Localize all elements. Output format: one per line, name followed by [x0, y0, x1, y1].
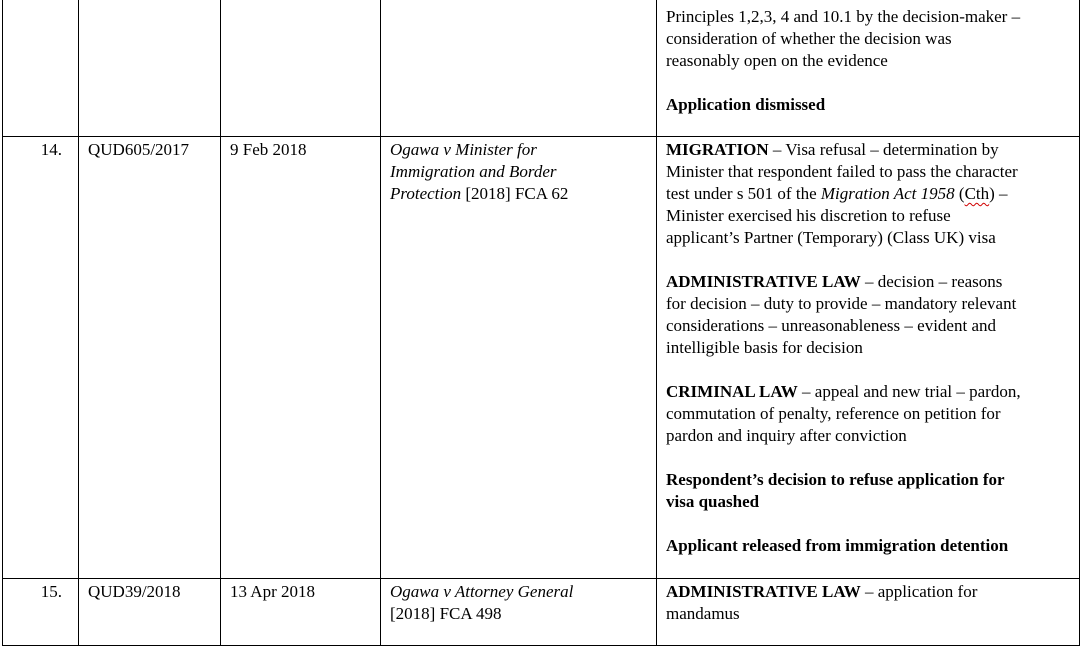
case-name-cell — [390, 139, 568, 205]
act-name: Migration Act 1958 — [820, 184, 955, 203]
row-number: 15. — [40, 582, 62, 601]
table-border-bottom — [2, 645, 1080, 646]
outcome-text: Respondent’s decision to refuse application for — [666, 470, 1005, 489]
case-name: Ogawa v Minister for — [390, 140, 537, 159]
summary-line: Principles 1,2,3, 4 and 10.1 by the decision-maker – — [666, 7, 1021, 26]
citation: [2018] FCA 498 — [390, 604, 502, 623]
column-divider — [380, 0, 381, 646]
case-name: Immigration and Border — [390, 162, 557, 181]
file-number: QUD39/2018 — [88, 582, 181, 601]
citation: [2018] FCA 62 — [465, 184, 569, 203]
catchword-heading: MIGRATION — [666, 140, 769, 159]
outcome-text: Application dismissed — [666, 95, 826, 114]
catchword-heading: CRIMINAL LAW — [666, 382, 798, 401]
column-divider — [220, 0, 221, 646]
outcome-text: visa quashed — [666, 492, 760, 511]
case-name-cell — [390, 581, 573, 625]
column-divider — [78, 0, 79, 646]
file-number: QUD605/2017 — [88, 140, 190, 159]
summary-line: reasonably open on the evidence — [666, 51, 888, 70]
column-divider — [656, 0, 657, 646]
catchword-heading: ADMINISTRATIVE LAW — [666, 272, 861, 291]
row-divider — [2, 578, 1080, 579]
summary-cell: MIGRATION – Visa refusal – determination by Minister that respondent failed to pass the character test under s 501 of the Migration Act 1958 (Cth) – Minister exercised his discretion to refuse applicant’s Partner (Temporary) (Class UK) visa ADMINISTRATIVE LAW – decision – reasons for decision – duty to provide – mandatory relevant considerations – unreasonableness – evident and intelligible basis for decision CRIMINAL LAW – appeal and new trial – pardon, commutation of penalty, reference on petition for pardon and inquiry after conviction Respondent’s decision to refuse application for visa quashed Applicant released from immigration detention — [666, 140, 1021, 555]
row-number: 14. — [40, 140, 62, 159]
row-divider — [2, 136, 1080, 137]
catchword-heading: ADMINISTRATIVE LAW — [666, 582, 861, 601]
case-name: Protection — [390, 184, 462, 203]
judgment-date: 9 Feb 2018 — [230, 140, 307, 159]
table-border-left — [2, 0, 3, 646]
judgment-date: 13 Apr 2018 — [230, 582, 315, 601]
summary-cell: ADMINISTRATIVE LAW – application for mandamus — [666, 582, 978, 623]
outcome-text: Applicant released from immigration detention — [666, 536, 1009, 555]
table-border-right — [1079, 0, 1080, 646]
summary-line: consideration of whether the decision was — [666, 29, 952, 48]
case-name: Ogawa v Attorney General — [390, 582, 574, 601]
spellcheck-underline: Cth — [964, 184, 990, 203]
summary-cell — [666, 6, 1020, 116]
